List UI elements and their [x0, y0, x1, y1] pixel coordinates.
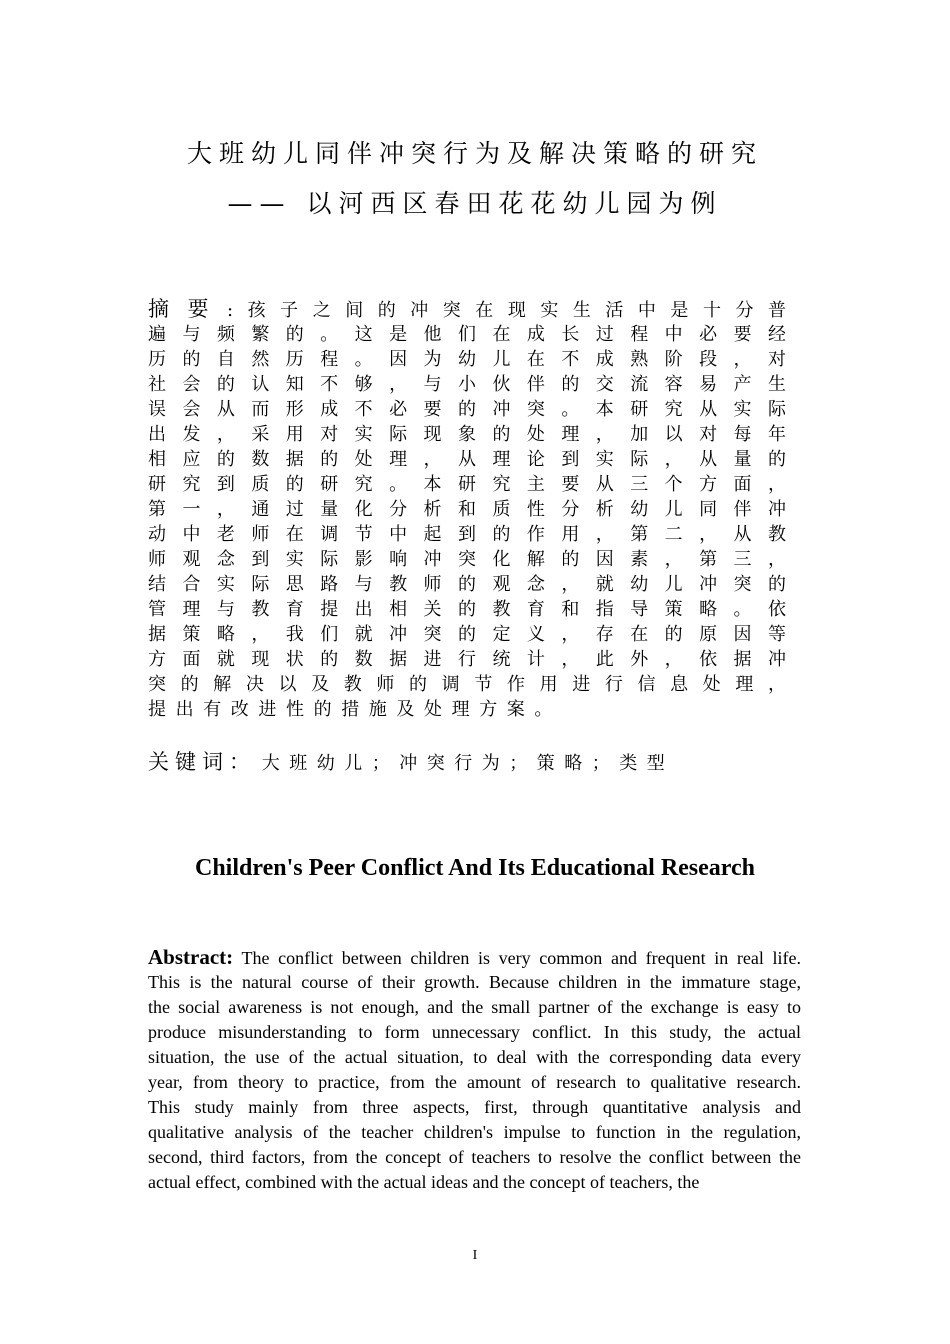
page-number: I [472, 1248, 478, 1263]
abstract-cn-line: 提出有改进性的措施及处理方案。 [148, 699, 562, 720]
page-subtitle: —— 以河西区春田花花幼儿园为例 [227, 189, 723, 218]
abstract-cn-line: 历的自然历程。因为幼儿在不成熟阶段，对 [148, 349, 788, 370]
keywords-cn-text: 大班幼儿；冲突行为；策略；类型 [261, 753, 675, 774]
abstract-cn-line: 师观念到实际影响冲突化解的因素，第三， [148, 549, 788, 570]
abstract-cn-line: 研究到质的研究。本研究主要从三个方面， [148, 474, 788, 495]
abstract-cn-separator: : [227, 300, 236, 321]
abstract-en-label: Abstract: [148, 945, 234, 969]
abstract-en-line: second, third factors, from the concept of teachers to resolve the conflict between the [148, 1147, 801, 1167]
abstract-cn-line: 摘要:孩子之间的冲突在现实生活中是十分普 [148, 297, 789, 321]
keywords-cn-label: 关键词： [148, 750, 256, 774]
abstract-en-line: This study mainly from three aspects, first, through quantitative analysis and [148, 1097, 801, 1117]
abstract-en-line: the social awareness is not enough, and the small partner of the exchange is easy to [148, 997, 801, 1017]
page-title: 大班幼儿同伴冲突行为及解决策略的研究 [186, 139, 763, 168]
abstract-cn-line: 出发，采用对实际现象的处理，加以对每年 [148, 424, 788, 445]
abstract-cn-line: 遍与频繁的。这是他们在成长过程中必要经 [148, 324, 788, 345]
abstract-en-line: produce misunderstanding to form unnecessary conflict. In this study, the actual [148, 1022, 801, 1042]
abstract-en-line: actual effect, combined with the actual ideas and the concept of teachers, the [148, 1172, 700, 1192]
abstract-cn-line: 结合实际思路与教师的观念，就幼儿冲突的 [148, 574, 788, 595]
abstract-cn-line: 相应的数据的处理，从理论到实际，从量的 [148, 449, 788, 470]
abstract-cn-line: 动中老师在调节中起到的作用，第二，从教 [148, 524, 788, 545]
abstract-cn-label: 摘要 [148, 297, 228, 321]
abstract-cn-line: 据策略，我们就冲突的定义，存在的原因等 [148, 624, 788, 645]
abstract-en-line: situation, the use of the actual situation, to deal with the corresponding data every [148, 1047, 801, 1067]
abstract-cn-line: 第一，通过量化分析和质性分析幼儿同伴冲 [148, 499, 788, 520]
abstract-en-line: year, from theory to practice, from the amount of research to qualitative research. [148, 1072, 801, 1092]
abstract-cn [148, 297, 788, 722]
abstract-cn-line: 管理与教育提出相关的教育和指导策略。依 [148, 599, 788, 620]
abstract-en-line: Abstract: The conflict between children is very common and frequent in real life. [148, 945, 801, 969]
abstract-cn-line: 突的解决以及教师的调节作用进行信息处理， [148, 674, 788, 695]
abstract-en-line: qualitative analysis of the teacher children's impulse to function in the regulation, [148, 1122, 801, 1142]
abstract-cn-line: 社会的认知不够，与小伙伴的交流容易产生 [148, 374, 788, 395]
abstract-en-line: This is the natural course of their growth. Because children in the immature stage, [148, 972, 801, 992]
abstract-en [148, 945, 801, 1195]
abstract-cn-line: 方面就现状的数据进行统计，此外，依据冲 [148, 649, 788, 670]
keywords-cn [148, 746, 788, 776]
abstract-cn-line: 误会从而形成不必要的冲突。本研究从实际 [148, 399, 788, 420]
english-title: Children's Peer Conflict And Its Educational Research [194, 855, 756, 881]
